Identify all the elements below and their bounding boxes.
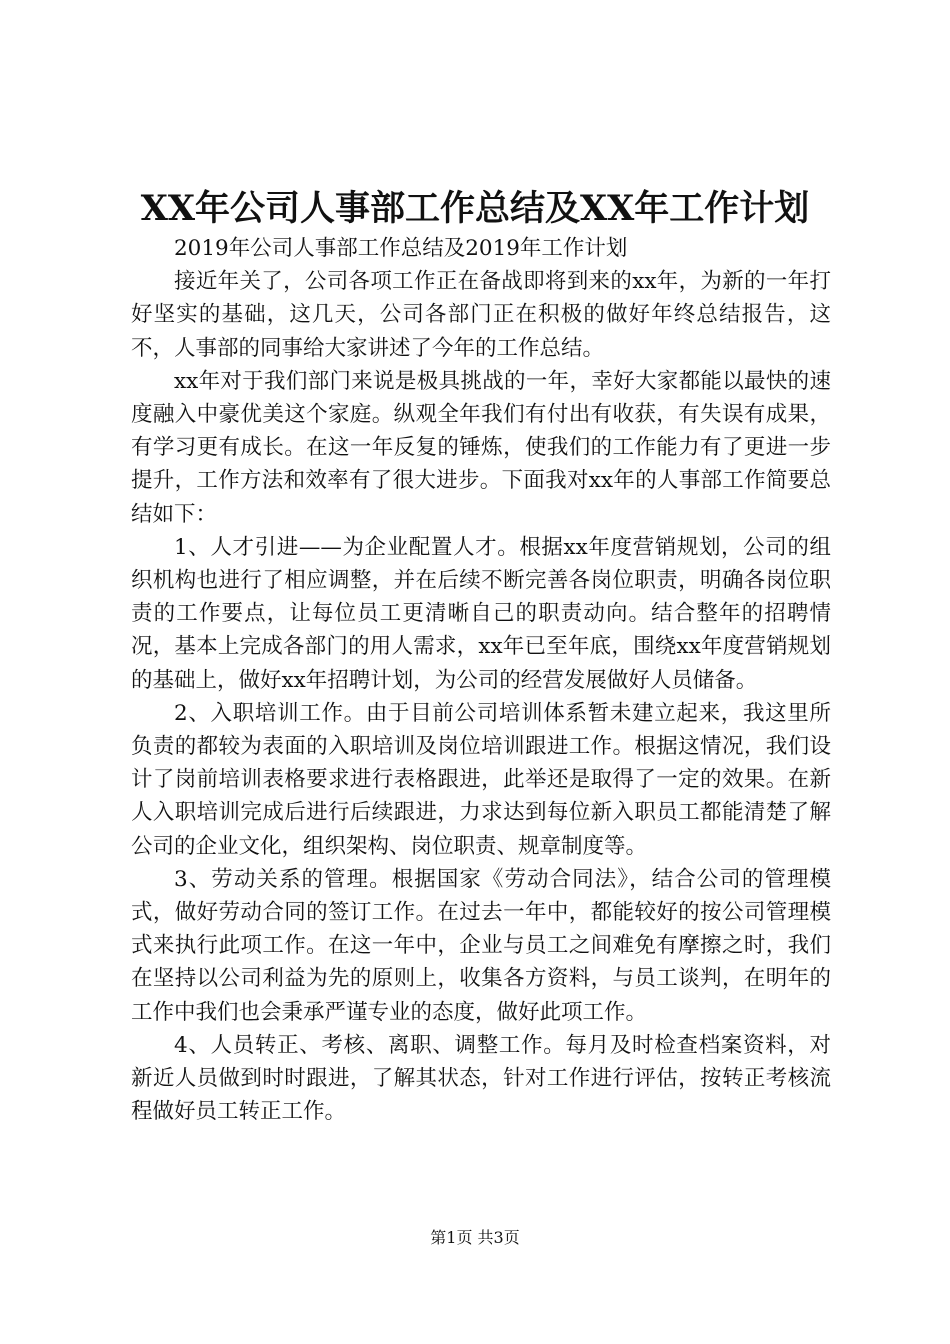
page-number: 第1页 共3页	[430, 1228, 520, 1247]
overview-paragraph: xx年对于我们部门来说是极具挑战的一年，幸好大家都能以最快的速度融入中豪优美这个家庭。纵观全年我们有付出有收获，有失误有成果，有学习更有成长。在这一年反复的锤炼，使我们的工作能力有了更进一步提升，工作方法和效率有了很大进步。下面我对xx年的人事部工作简要总结如下：	[131, 368, 831, 527]
subtitle-paragraph: 2019年公司人事部工作总结及2019年工作计划	[174, 236, 628, 261]
document-title: XX年公司人事部工作总结及XX年工作计划	[140, 188, 810, 229]
section-training-paragraph: 2、入职培训工作。由于目前公司培训体系暂未建立起来，我这里所负责的都较为表面的入职培训及岗位培训跟进工作。根据这情况，我们设计了岗前培训表格要求进行表格跟进，此举还是取得了一定的效果。在新人入职培训完成后进行后续跟进，力求达到每位新入职员工都能清楚了解公司的企业文化，组织架构、岗位职责、规章制度等。	[131, 700, 831, 859]
section-labor-paragraph: 3、劳动关系的管理。根据国家《劳动合同法》，结合公司的管理模式，做好劳动合同的签订工作。在过去一年中，都能较好的按公司管理模式来执行此项工作。在这一年中，企业与员工之间难免有摩擦之时，我们在坚持以公司利益为先的原则上，收集各方资料，与员工谈判，在明年的工作中我们也会秉承严谨专业的态度，做好此项工作。	[131, 866, 831, 1025]
intro-paragraph: 接近年关了，公司各项工作正在备战即将到来的xx年，为新的一年打好坚实的基础，这几天，公司各部门正在积极的做好年终总结报告，这不，人事部的同事给大家讲述了今年的工作总结。	[131, 269, 831, 361]
section-talent-paragraph: 1、人才引进——为企业配置人才。根据xx年度营销规划，公司的组织机构也进行了相应调整，并在后续不断完善各岗位职责，明确各岗位职责的工作要点，让每位员工更清晰自己的职责动向。结合整年的招聘情况，基本上完成各部门的用人需求，xx年已至年底，围绕xx年度营销规划的基础上，做好xx年招聘计划，为公司的经营发展做好人员储备。	[131, 534, 831, 693]
section-staff-paragraph: 4、人员转正、考核、离职、调整工作。每月及时检查档案资料，对新近人员做到时时跟进，了解其状态，针对工作进行评估，按转正考核流程做好员工转正工作。	[131, 1032, 831, 1125]
document-body	[131, 232, 831, 1128]
